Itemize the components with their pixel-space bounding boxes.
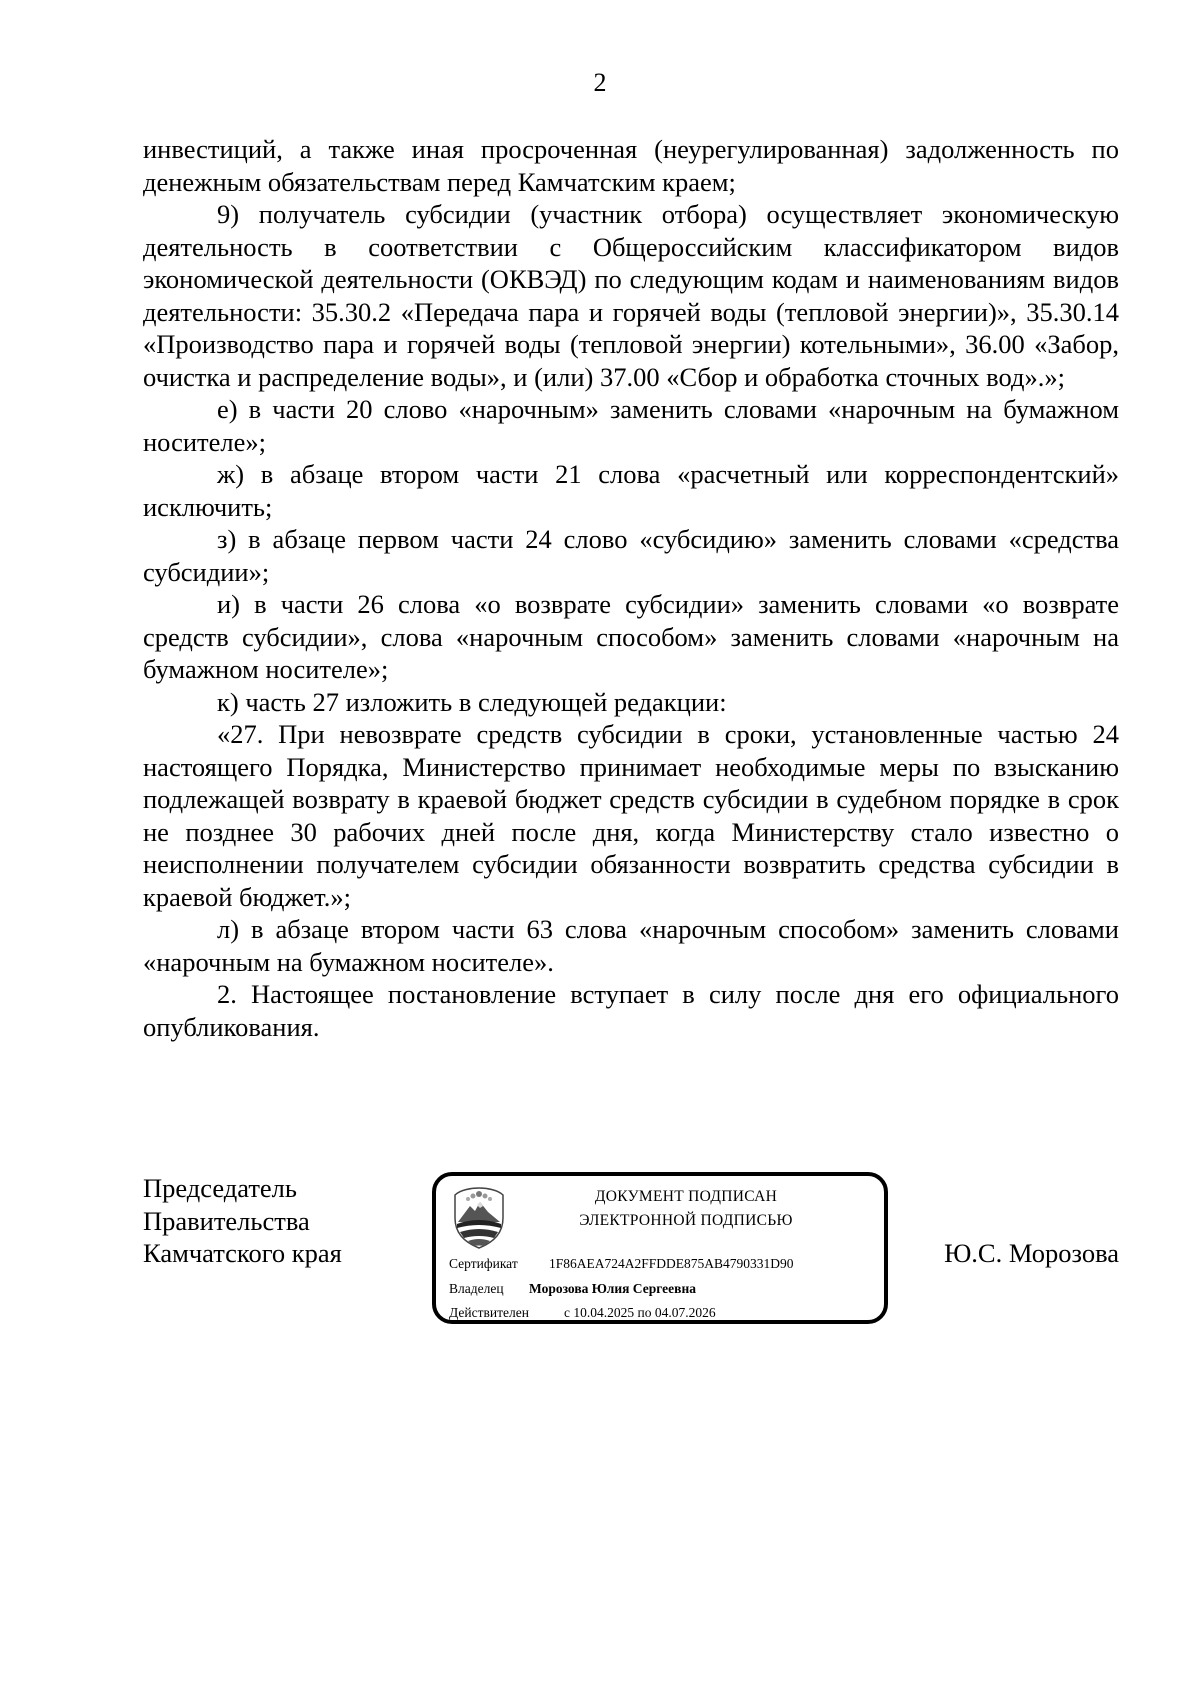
paragraph: к) часть 27 изложить в следующей редакции: xyxy=(217,686,727,717)
signer-position xyxy=(143,1172,342,1270)
paragraph: инвестиций, а также иная просроченная (неурегулированная) задолженность по денежным обязательствам перед Камчатским краем; xyxy=(143,134,1119,197)
signer-position-line: Камчатского края xyxy=(143,1238,342,1268)
stamp-owner-row xyxy=(449,1281,696,1297)
stamp-heading: ЭЛЕКТРОННОЙ ПОДПИСЬЮ xyxy=(579,1212,793,1229)
owner-value: Морозова Юлия Сергеевна xyxy=(529,1281,696,1296)
paragraph: и) в части 26 слова «о возврате субсидии» заменить словами «о возврате средств субсидии», слова «нарочным способом» заменить словами «нарочным на бумажном носителе»; xyxy=(143,589,1119,684)
signer-name: Ю.С. Морозова xyxy=(944,1238,1119,1268)
paragraph: л) в абзаце втором части 63 слова «нарочным способом» заменить словами «нарочным на бумажном носителе». xyxy=(143,914,1119,977)
signature-block xyxy=(143,1172,1119,1332)
certificate-value: 1F86AEA724A2FFDDE875AB4790331D90 xyxy=(549,1256,794,1271)
owner-label: Владелец xyxy=(449,1281,504,1296)
coat-of-arms-icon xyxy=(450,1186,508,1250)
validity-value: с 10.04.2025 по 04.07.2026 xyxy=(564,1305,716,1320)
certificate-label: Сертификат xyxy=(449,1256,518,1271)
paragraph: е) в части 20 слово «нарочным» заменить словами «нарочным на бумажном носителе»; xyxy=(143,394,1119,457)
paragraph: ж) в абзаце втором части 21 слова «расчетный или корреспондентский» исключить; xyxy=(143,459,1119,522)
stamp-certificate-row xyxy=(449,1256,794,1272)
signer-position-line: Председатель xyxy=(143,1173,297,1203)
document-body xyxy=(143,133,1119,1043)
stamp-validity-row xyxy=(449,1305,716,1321)
validity-label: Действителен xyxy=(449,1305,529,1320)
paragraph: 2. Настоящее постановление вступает в силу после дня его официального опубликования. xyxy=(143,979,1119,1042)
paragraph: 9) получатель субсидии (участник отбора) осуществляет экономическую деятельность в соответствии с Общероссийским классификатором видов экономической деятельности (ОКВЭД) по следующим кодам и наименованиям видов деятельности: 35.30.2 «Передача пара и горячей воды (тепловой энергии)», 35.30.14 «Производство пара и горячей воды (тепловой энергии) котельными», 36.00 «Забор, очистка и распределение воды», и (или) 37.00 «Сбор и обработка сточных вод».»; xyxy=(143,199,1119,392)
stamp-heading: ДОКУМЕНТ ПОДПИСАН xyxy=(594,1188,778,1205)
signer-position-line: Правительства xyxy=(143,1205,310,1236)
page-number: 2 xyxy=(593,68,607,97)
paragraph: «27. При невозврате средств субсидии в сроки, установленные частью 24 настоящего Порядка, Министерство принимает необходимые меры по взысканию подлежащей возврату в краевой бюджет средств субсидии в судебном порядке в срок не позднее 30 рабочих дней после дня, когда Министерству стало известно о неисполнении получателем субсидии обязанности возвратить средства субсидии в краевой бюджет.»; xyxy=(143,719,1119,912)
paragraph: з) в абзаце первом части 24 слово «субсидию» заменить словами «средства субсидии»; xyxy=(143,524,1119,587)
electronic-signature-stamp xyxy=(432,1172,888,1324)
